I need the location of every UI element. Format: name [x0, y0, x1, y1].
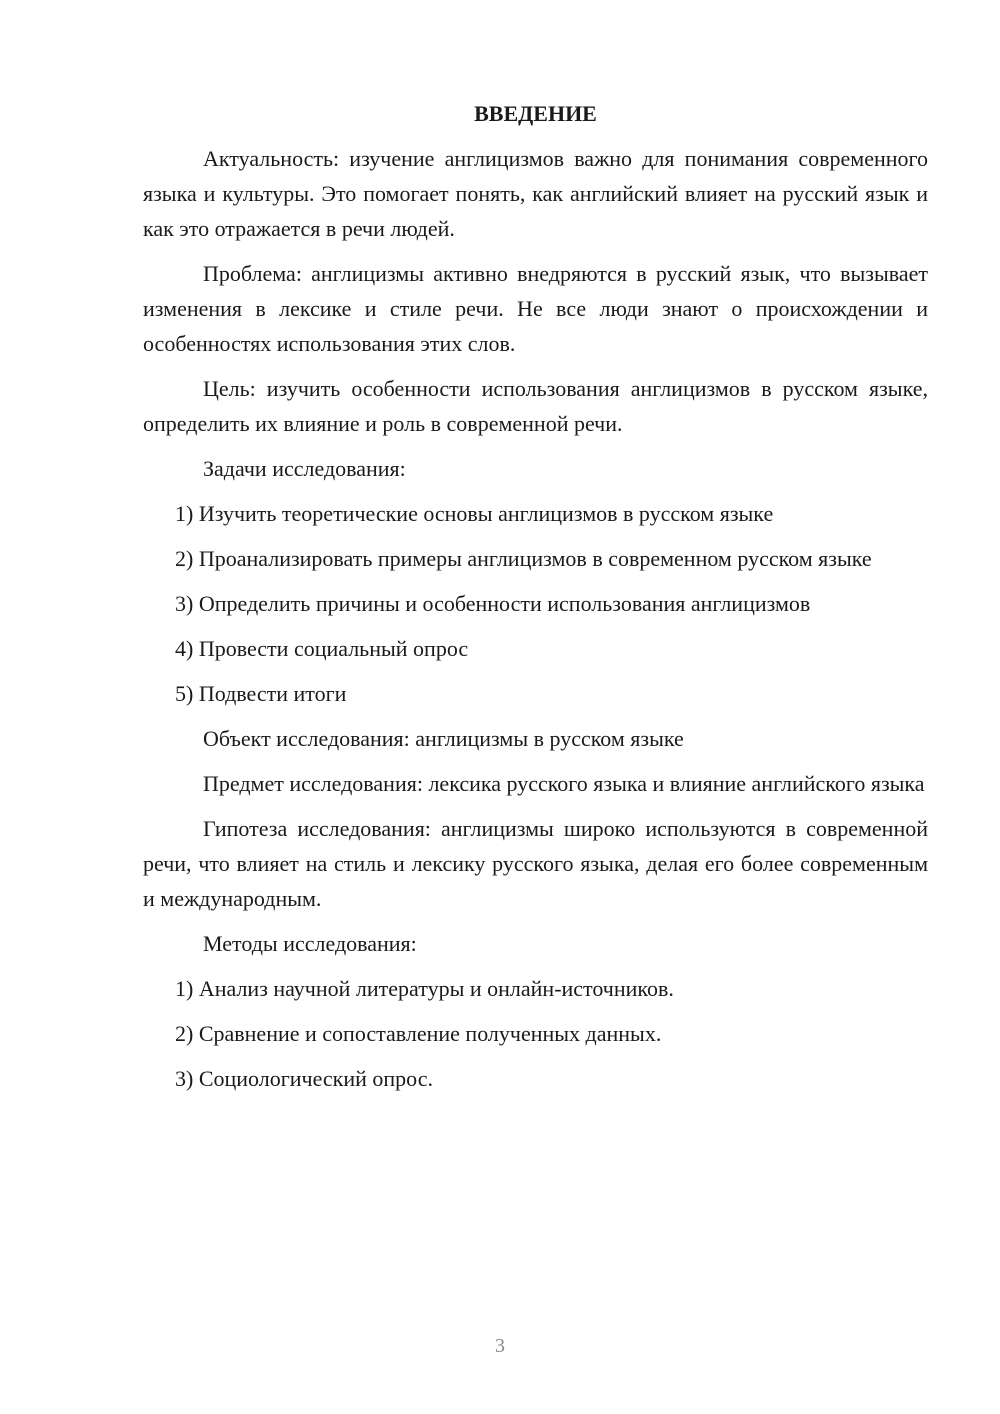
section-heading: ВВЕДЕНИЕ: [474, 101, 597, 126]
method-item-1: 1) Анализ научной литературы и онлайн-источников.: [175, 976, 674, 1001]
problem-paragraph: Проблема: англицизмы активно внедряются в русский язык, что вызывает изменения в лексике и стиле речи. Не все люди знают о происхождении и особенностях использования этих слов.: [143, 261, 928, 356]
task-item-2: 2) Проанализировать примеры англицизмов в современном русском языке: [175, 546, 872, 571]
method-item-3: 3) Социологический опрос.: [175, 1066, 433, 1091]
method-item-2: 2) Сравнение и сопоставление полученных данных.: [175, 1021, 662, 1046]
task-item-5: 5) Подвести итоги: [175, 681, 347, 706]
methods-title: Методы исследования:: [203, 931, 417, 956]
tasks-title: Задачи исследования:: [203, 456, 406, 481]
task-item-1: 1) Изучить теоретические основы англицизмов в русском языке: [175, 501, 774, 526]
relevance-paragraph: Актуальность: изучение англицизмов важно для понимания современного языка и культуры. Это помогает понять, как английский влияет на русский язык и как это отражается в речи людей.: [143, 146, 928, 241]
page-content: [143, 96, 928, 1106]
task-item-3: 3) Определить причины и особенности использования англицизмов: [175, 591, 811, 616]
object-paragraph: Объект исследования: англицизмы в русском языке: [203, 726, 684, 751]
subject-paragraph: Предмет исследования: лексика русского языка и влияние английского языка: [203, 771, 925, 796]
task-item-4: 4) Провести социальный опрос: [175, 636, 469, 661]
hypothesis-paragraph: Гипотеза исследования: англицизмы широко используются в современной речи, что влияет на стиль и лексику русского языка, делая его более современным и международным.: [143, 816, 928, 911]
page-number: 3: [495, 1335, 505, 1357]
goal-paragraph: Цель: изучить особенности использования англицизмов в русском языке, определить их влияние и роль в современной речи.: [143, 376, 928, 436]
